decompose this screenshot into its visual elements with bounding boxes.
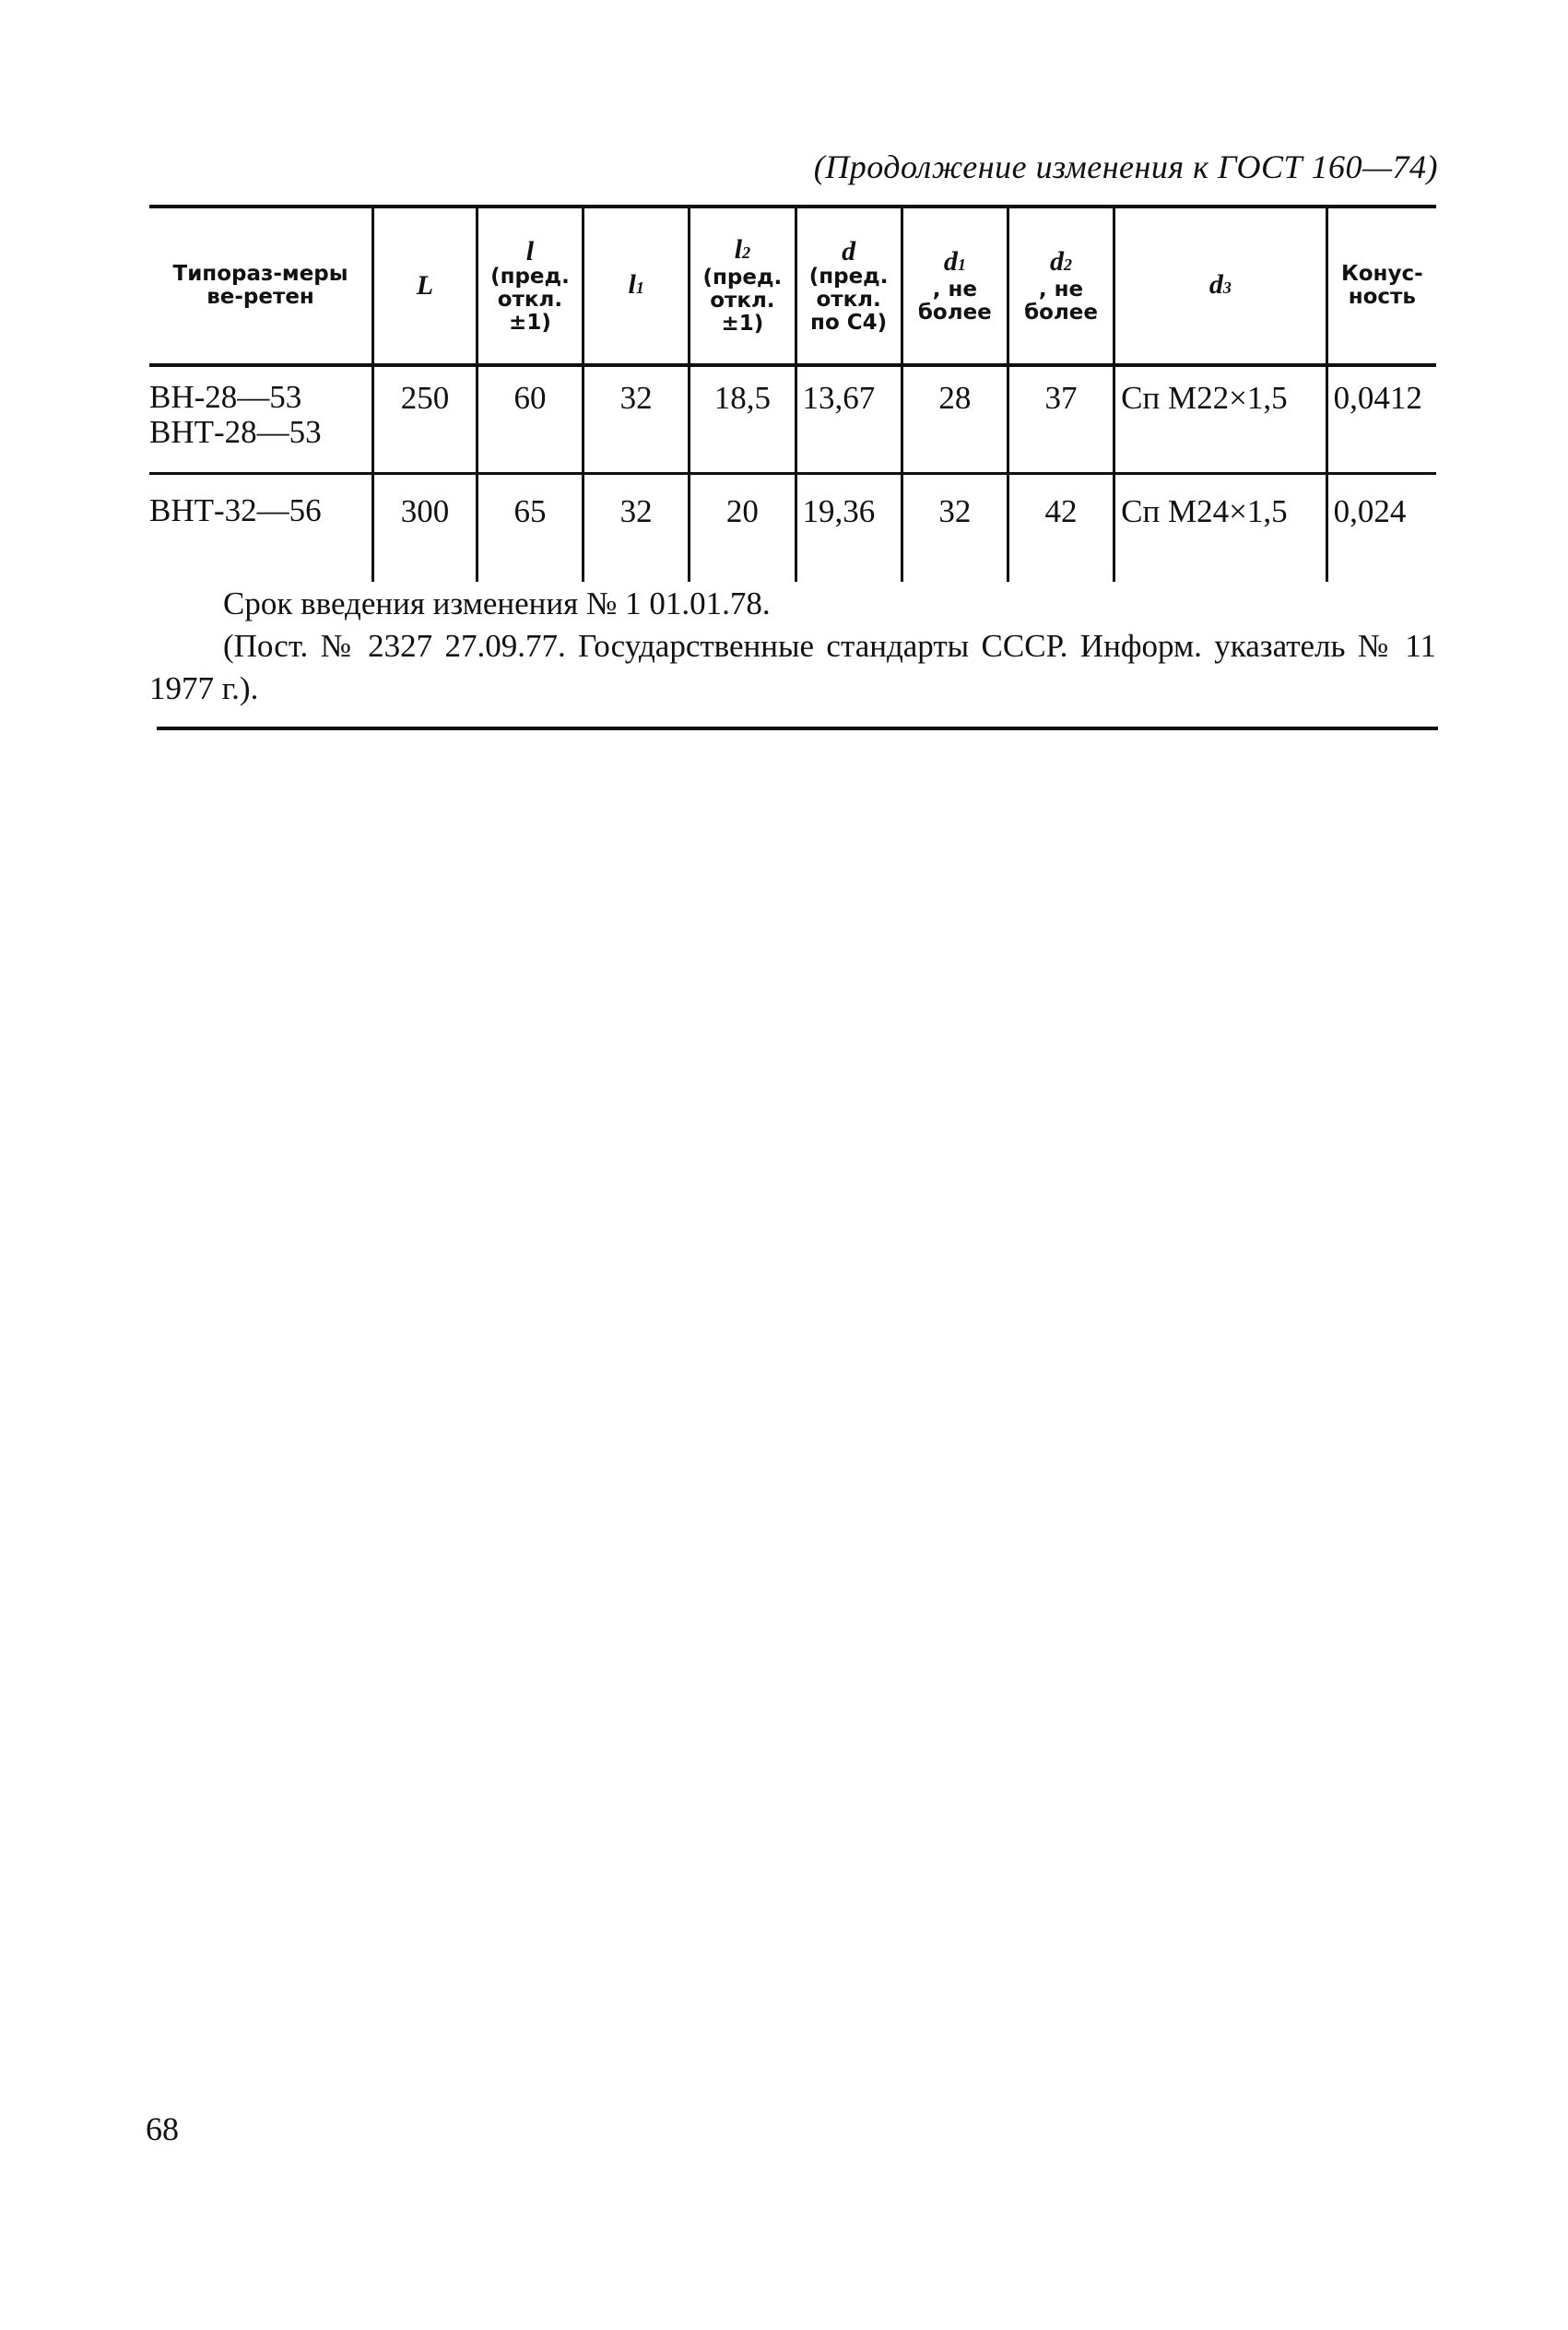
- header-l1: [584, 207, 690, 365]
- header-l2-symbol: [696, 236, 788, 266]
- decree-note: (Пост. № 2327 27.09.77. Государственные стандарты СССР. Информ. указатель № 11 1977 г.).: [149, 628, 1436, 706]
- header-l2-letter: l: [734, 234, 743, 265]
- cell-d3: Сп М22×1,5: [1114, 365, 1326, 474]
- spindle-size-table: [149, 205, 1436, 582]
- header-d2-symbol: [1015, 245, 1107, 278]
- cell-L: 250: [373, 365, 477, 474]
- cell-size-type: [149, 474, 373, 583]
- size-type-line: ВНТ-32—56: [149, 492, 322, 528]
- cell-size-type: [149, 365, 373, 474]
- cell-d3: Сп М24×1,5: [1114, 474, 1326, 583]
- size-type-line: ВНТ-28—53: [149, 414, 322, 450]
- cell-d: 13,67: [796, 365, 902, 474]
- header-l1-subscript: 1: [635, 278, 644, 297]
- header-d: [796, 207, 902, 365]
- header-d1-note: , не более: [917, 277, 992, 325]
- header-taper: [1326, 207, 1436, 365]
- header-d2-letter: d: [1050, 245, 1065, 277]
- header-d1-symbol: [909, 245, 1001, 278]
- header-d2-note: , не более: [1024, 277, 1098, 325]
- header-taper-label: Конус-ность: [1340, 262, 1423, 309]
- header-d2: [1008, 207, 1114, 365]
- header-size-type-label: Типораз-меры ве-ретен: [172, 262, 348, 309]
- header-d3-letter: d: [1208, 268, 1223, 300]
- header-l-note: (пред. откл. ±1): [490, 264, 570, 335]
- cell-l2: 20: [690, 474, 796, 583]
- header-L-symbol: L: [416, 270, 434, 301]
- cell-d2: 37: [1008, 365, 1114, 474]
- header-d-note: (пред. откл. по C4): [808, 264, 889, 335]
- amendment-notes: [149, 583, 1436, 710]
- header-d1-letter: d: [943, 245, 958, 277]
- running-head: (Продолжение изменения к ГОСТ 160—74): [813, 148, 1438, 185]
- header-l2-subscript: 2: [742, 243, 751, 262]
- header-d1-subscript: 1: [957, 254, 966, 274]
- header-l1-letter: l: [628, 268, 636, 300]
- header-l2: [690, 207, 796, 365]
- size-type-line: ВН-28—53: [149, 379, 302, 415]
- page-number: 68: [146, 2111, 179, 2147]
- header-L: [373, 207, 477, 365]
- cell-l2: 18,5: [690, 365, 796, 474]
- header-l2-note: (пред. откл. ±1): [702, 266, 783, 336]
- cell-d: 19,36: [796, 474, 902, 583]
- cell-taper: 0,0412: [1326, 365, 1436, 474]
- header-size-type: [149, 207, 373, 365]
- cell-taper: 0,024: [1326, 474, 1436, 583]
- header-l: [477, 207, 583, 365]
- closing-rule: [157, 727, 1438, 730]
- header-d1: [902, 207, 1008, 365]
- header-d3-symbol: [1121, 268, 1319, 302]
- header-d2-subscript: 2: [1064, 254, 1073, 274]
- cell-d1: 28: [902, 365, 1008, 474]
- header-l-symbol: l: [525, 235, 535, 266]
- header-d3: [1114, 207, 1326, 365]
- cell-d1: 32: [902, 474, 1008, 583]
- cell-l: 65: [477, 474, 583, 583]
- table-row: [149, 365, 1436, 474]
- effective-date-note: Срок введения изменения № 1 01.01.78.: [223, 585, 771, 621]
- cell-L: 300: [373, 474, 477, 583]
- spindle-size-table-wrapper: [149, 205, 1436, 582]
- table-header-row: [149, 207, 1436, 365]
- table-row: [149, 474, 1436, 583]
- cell-l1: 32: [584, 474, 690, 583]
- cell-l: 60: [477, 365, 583, 474]
- cell-l1: 32: [584, 365, 690, 474]
- header-d-symbol: d: [842, 235, 856, 266]
- header-d3-subscript: 3: [1222, 278, 1232, 297]
- header-l1-symbol: [590, 268, 682, 302]
- cell-d2: 42: [1008, 474, 1114, 583]
